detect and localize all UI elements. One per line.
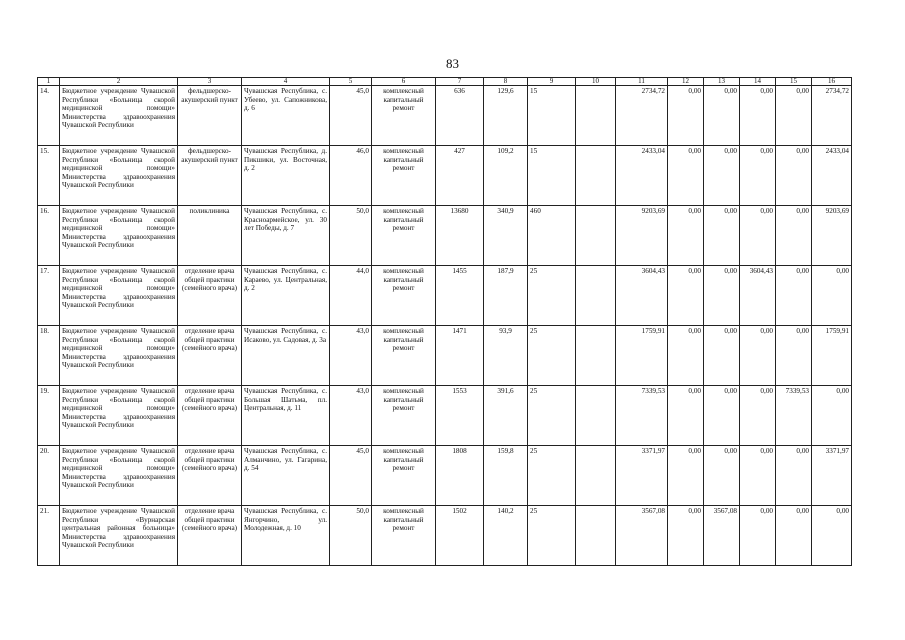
- header-cell-13: 13: [704, 78, 740, 86]
- header-cell-1: 1: [38, 78, 60, 86]
- cell-total-cost: 7339,53: [616, 386, 668, 446]
- header-cell-14: 14: [740, 78, 776, 86]
- cell-capacity: 25: [528, 326, 576, 386]
- cell-wear-percent: 46,0: [330, 146, 372, 206]
- cell-wear-percent: 43,0: [330, 326, 372, 386]
- header-cell-12: 12: [668, 78, 704, 86]
- cell-col-16: 0,00: [812, 266, 852, 326]
- cell-col-12: 0,00: [668, 206, 704, 266]
- cell-wear-percent: 50,0: [330, 206, 372, 266]
- cell-total-cost: 1759,91: [616, 326, 668, 386]
- cell-num: 21.: [38, 506, 60, 566]
- cell-total-cost: 3371,97: [616, 446, 668, 506]
- cell-col-15: 7339,53: [776, 386, 812, 446]
- cell-organization: Бюджетное учреждение Чувашской Республики «Больница скорой медицинской помощи» Министерства здравоохранения Чувашской Республики: [60, 86, 178, 146]
- header-cell-4: 4: [242, 78, 330, 86]
- cell-col-16: 2734,72: [812, 86, 852, 146]
- cell-col-10: [576, 506, 616, 566]
- cell-wear-percent: 44,0: [330, 266, 372, 326]
- cell-work-type: комплексный капитальный ремонт: [372, 386, 436, 446]
- cell-col-10: [576, 386, 616, 446]
- cell-organization: Бюджетное учреждение Чувашской Республики «Больница скорой медицинской помощи» Министерства здравоохранения Чувашской Республики: [60, 326, 178, 386]
- cell-col-10: [576, 326, 616, 386]
- cell-total-cost: 3604,43: [616, 266, 668, 326]
- table-row: [38, 206, 852, 266]
- cell-col-14: 0,00: [740, 506, 776, 566]
- cell-col-10: [576, 446, 616, 506]
- header-cell-5: 5: [330, 78, 372, 86]
- cell-col-13: 0,00: [704, 206, 740, 266]
- cell-work-type: комплексный капитальный ремонт: [372, 446, 436, 506]
- table-header-row: [38, 78, 852, 86]
- cell-address: Чувашская Республика, с. Алманчино, ул. Гагарина, д. 54: [242, 446, 330, 506]
- cell-capacity: 460: [528, 206, 576, 266]
- cell-address: Чувашская Республика, с. Исаково, ул. Садовая, д. 3а: [242, 326, 330, 386]
- cell-organization: Бюджетное учреждение Чувашской Республики «Больница скорой медицинской помощи» Министерства здравоохранения Чувашской Республики: [60, 386, 178, 446]
- cell-total-cost: 3567,08: [616, 506, 668, 566]
- header-cell-10: 10: [576, 78, 616, 86]
- cell-col-12: 0,00: [668, 86, 704, 146]
- cell-col-15: 0,00: [776, 266, 812, 326]
- cell-col-13: 0,00: [704, 386, 740, 446]
- cell-organization: Бюджетное учреждение Чувашской Республики «Вурнарская центральная районная больница» Министерства здравоохранения Чувашской Республики: [60, 506, 178, 566]
- cell-area: 93,9: [484, 326, 528, 386]
- cell-col-15: 0,00: [776, 446, 812, 506]
- table-row: [38, 506, 852, 566]
- cell-num: 14.: [38, 86, 60, 146]
- table-row: [38, 386, 852, 446]
- cell-col-15: 0,00: [776, 326, 812, 386]
- cell-col-12: 0,00: [668, 446, 704, 506]
- cell-col-16: 2433,04: [812, 146, 852, 206]
- header-cell-16: 16: [812, 78, 852, 86]
- cell-visits-count: 427: [436, 146, 484, 206]
- header-cell-7: 7: [436, 78, 484, 86]
- table-row: [38, 86, 852, 146]
- cell-col-13: 0,00: [704, 446, 740, 506]
- cell-object-type: отделение врача общей практики (семейного врача): [178, 446, 242, 506]
- cell-col-13: 0,00: [704, 266, 740, 326]
- data-table: [37, 77, 852, 566]
- cell-col-14: 0,00: [740, 386, 776, 446]
- cell-col-15: 0,00: [776, 146, 812, 206]
- cell-capacity: 15: [528, 86, 576, 146]
- cell-area: 140,2: [484, 506, 528, 566]
- cell-visits-count: 636: [436, 86, 484, 146]
- cell-visits-count: 1455: [436, 266, 484, 326]
- cell-num: 20.: [38, 446, 60, 506]
- cell-address: Чувашская Республика, с. Янгорчино, ул. Молодежная, д. 10: [242, 506, 330, 566]
- cell-object-type: фельдшерско-акушерский пункт: [178, 86, 242, 146]
- header-cell-8: 8: [484, 78, 528, 86]
- cell-col-12: 0,00: [668, 506, 704, 566]
- cell-col-14: 0,00: [740, 446, 776, 506]
- cell-col-13: 0,00: [704, 326, 740, 386]
- cell-num: 15.: [38, 146, 60, 206]
- cell-col-16: 0,00: [812, 506, 852, 566]
- cell-wear-percent: 50,0: [330, 506, 372, 566]
- header-cell-9: 9: [528, 78, 576, 86]
- cell-col-14: 3604,43: [740, 266, 776, 326]
- cell-organization: Бюджетное учреждение Чувашской Республики «Больница скорой медицинской помощи» Министерства здравоохранения Чувашской Республики: [60, 266, 178, 326]
- header-cell-3: 3: [178, 78, 242, 86]
- cell-col-13: 0,00: [704, 86, 740, 146]
- table-row: [38, 266, 852, 326]
- cell-visits-count: 13680: [436, 206, 484, 266]
- cell-work-type: комплексный капитальный ремонт: [372, 326, 436, 386]
- cell-capacity: 25: [528, 386, 576, 446]
- cell-col-16: 0,00: [812, 386, 852, 446]
- page-number: 83: [446, 56, 459, 71]
- cell-capacity: 25: [528, 446, 576, 506]
- cell-work-type: комплексный капитальный ремонт: [372, 146, 436, 206]
- cell-work-type: комплексный капитальный ремонт: [372, 86, 436, 146]
- header-cell-2: 2: [60, 78, 178, 86]
- cell-col-12: 0,00: [668, 326, 704, 386]
- cell-total-cost: 2734,72: [616, 86, 668, 146]
- cell-col-15: 0,00: [776, 86, 812, 146]
- cell-col-13: 0,00: [704, 146, 740, 206]
- header-cell-11: 11: [616, 78, 668, 86]
- cell-object-type: поликлиника: [178, 206, 242, 266]
- cell-num: 18.: [38, 326, 60, 386]
- cell-area: 391,6: [484, 386, 528, 446]
- cell-organization: Бюджетное учреждение Чувашской Республики «Больница скорой медицинской помощи» Министерства здравоохранения Чувашской Республики: [60, 146, 178, 206]
- cell-visits-count: 1808: [436, 446, 484, 506]
- cell-col-13: 3567,08: [704, 506, 740, 566]
- cell-object-type: отделение врача общей практики (семейного врача): [178, 386, 242, 446]
- cell-col-16: 1759,91: [812, 326, 852, 386]
- cell-address: Чувашская Республика, с. Убеево, ул. Сапожникова, д. 6: [242, 86, 330, 146]
- table-row: [38, 446, 852, 506]
- cell-total-cost: 9203,69: [616, 206, 668, 266]
- cell-col-16: 3371,97: [812, 446, 852, 506]
- cell-total-cost: 2433,04: [616, 146, 668, 206]
- cell-object-type: фельдшерско-акушерский пункт: [178, 146, 242, 206]
- cell-object-type: отделение врача общей практики (семейного врача): [178, 326, 242, 386]
- cell-col-15: 0,00: [776, 506, 812, 566]
- cell-visits-count: 1471: [436, 326, 484, 386]
- table-row: [38, 146, 852, 206]
- cell-work-type: комплексный капитальный ремонт: [372, 506, 436, 566]
- cell-num: 19.: [38, 386, 60, 446]
- cell-col-15: 0,00: [776, 206, 812, 266]
- cell-col-14: 0,00: [740, 86, 776, 146]
- cell-col-14: 0,00: [740, 146, 776, 206]
- cell-organization: Бюджетное учреждение Чувашской Республики «Больница скорой медицинской помощи» Министерства здравоохранения Чувашской Республики: [60, 446, 178, 506]
- cell-num: 17.: [38, 266, 60, 326]
- cell-address: Чувашская Республика, д. Пикшики, ул. Восточная, д. 2: [242, 146, 330, 206]
- cell-object-type: отделение врача общей практики (семейного врача): [178, 506, 242, 566]
- cell-col-12: 0,00: [668, 386, 704, 446]
- table-row: [38, 326, 852, 386]
- cell-wear-percent: 45,0: [330, 86, 372, 146]
- cell-address: Чувашская Республика, с. Красноармейское, ул. 30 лет Победы, д. 7: [242, 206, 330, 266]
- cell-address: Чувашская Республика, с. Большая Шатьма, пл. Центральная, д. 11: [242, 386, 330, 446]
- cell-address: Чувашская Республика, с. Караево, ул. Центральная, д. 2: [242, 266, 330, 326]
- cell-visits-count: 1553: [436, 386, 484, 446]
- cell-wear-percent: 45,0: [330, 446, 372, 506]
- cell-col-12: 0,00: [668, 146, 704, 206]
- cell-wear-percent: 43,0: [330, 386, 372, 446]
- cell-area: 129,6: [484, 86, 528, 146]
- cell-col-10: [576, 266, 616, 326]
- cell-object-type: отделение врача общей практики (семейного врача): [178, 266, 242, 326]
- cell-capacity: 25: [528, 506, 576, 566]
- cell-organization: Бюджетное учреждение Чувашской Республики «Больница скорой медицинской помощи» Министерства здравоохранения Чувашской Республики: [60, 206, 178, 266]
- cell-visits-count: 1502: [436, 506, 484, 566]
- cell-area: 159,8: [484, 446, 528, 506]
- cell-capacity: 25: [528, 266, 576, 326]
- cell-capacity: 15: [528, 146, 576, 206]
- cell-col-14: 0,00: [740, 206, 776, 266]
- cell-col-10: [576, 86, 616, 146]
- header-cell-15: 15: [776, 78, 812, 86]
- cell-col-12: 0,00: [668, 266, 704, 326]
- cell-area: 187,9: [484, 266, 528, 326]
- cell-col-14: 0,00: [740, 326, 776, 386]
- cell-work-type: комплексный капитальный ремонт: [372, 266, 436, 326]
- cell-num: 16.: [38, 206, 60, 266]
- cell-col-10: [576, 146, 616, 206]
- header-cell-6: 6: [372, 78, 436, 86]
- cell-area: 340,9: [484, 206, 528, 266]
- cell-col-10: [576, 206, 616, 266]
- cell-area: 109,2: [484, 146, 528, 206]
- cell-col-16: 9203,69: [812, 206, 852, 266]
- cell-work-type: комплексный капитальный ремонт: [372, 206, 436, 266]
